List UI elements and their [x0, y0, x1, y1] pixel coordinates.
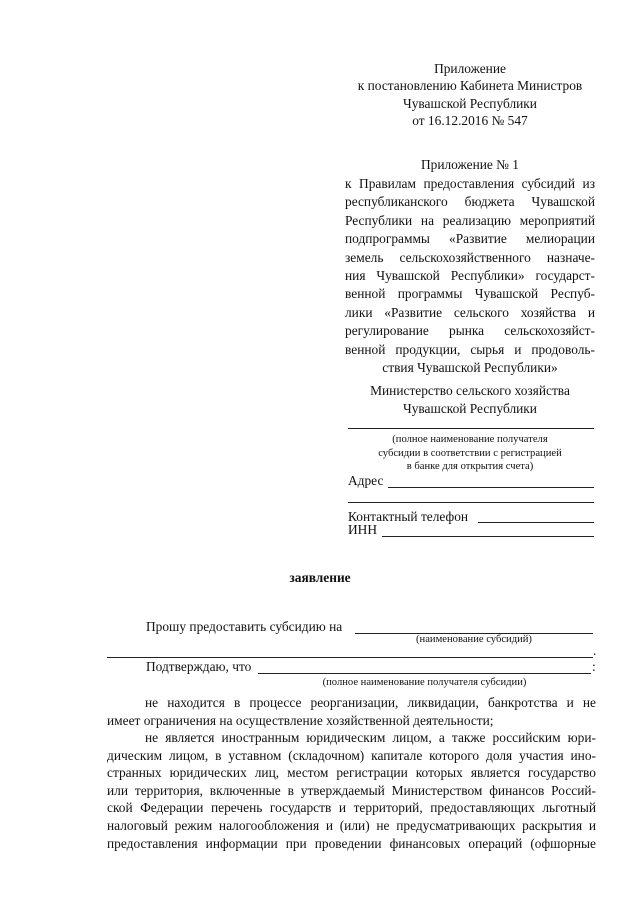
- document-title: заявление: [289, 570, 351, 585]
- inn-field[interactable]: [382, 536, 594, 537]
- subsidy-hint: (наименование субсидий): [416, 634, 532, 645]
- item-not-foreign-entity: [107, 729, 596, 852]
- ministry-line: Министерство сельского хозяйства: [370, 383, 570, 398]
- item-line: налоговый режим налогообложения и (или) не предусматривающих раскрытия и: [107, 817, 596, 833]
- appendix-line: Чувашской Республики: [403, 95, 537, 111]
- item-line: странных юридических лиц, местом регистрации которых является государство: [107, 765, 596, 781]
- appendix1-text: [345, 175, 595, 377]
- recipient-hint: (полное наименование получателя субсидии): [322, 677, 527, 688]
- line-end-colon: :: [592, 659, 596, 674]
- appendix-line: от 16.12.2016 № 547: [412, 112, 528, 128]
- phone-label: Контактный телефон: [348, 509, 469, 524]
- appendix1-line: Республики на реализацию мероприятий: [345, 212, 595, 228]
- hint-line: (полное наименование получателя: [392, 434, 548, 445]
- ministry-name: [345, 382, 595, 418]
- hint-line: в банке для открытия счета): [406, 461, 534, 472]
- ministry-line: Чувашской Республики: [403, 401, 537, 416]
- address-field[interactable]: [388, 487, 594, 488]
- appendix1-line: ствия Чувашской Республики»: [382, 360, 558, 376]
- inn-label: ИНН: [348, 522, 378, 537]
- recipient-name-field[interactable]: [348, 428, 594, 429]
- item-line: или территория, включенные в утверждаемый Министерством финансов Россий-: [107, 782, 596, 798]
- appendix-header: [345, 60, 595, 129]
- phone-field[interactable]: [478, 522, 594, 523]
- appendix-line: к постановлению Кабинета Министров: [357, 78, 583, 94]
- appendix1-line: к Правилам предоставления субсидий из: [345, 176, 595, 191]
- item-line: ской Федерации перечень государств и территорий, предоставляющих льготный: [107, 800, 596, 816]
- appendix1-line: венной продукции, сырья и продоволь-: [345, 341, 595, 357]
- recipient-name-hint: [345, 433, 595, 474]
- request-text: Прошу предоставить субсидию на: [146, 619, 343, 634]
- address-label: Адрес: [348, 473, 384, 488]
- appendix1-line: подпрограммы «Развитие мелиорации: [345, 231, 595, 247]
- item-line: не находится в процессе реорганизации, ликвидации, банкротства и не: [145, 695, 596, 710]
- appendix1-line: лики «Развитие сельского хозяйства и: [345, 304, 595, 320]
- appendix1-line: республиканского бюджета Чувашской: [345, 194, 595, 210]
- subsidy-name-field-line2[interactable]: [107, 657, 593, 658]
- item-line: предоставления информации при проведении финансовых операций (офшорные: [107, 835, 596, 851]
- item-not-in-reorganization: [107, 694, 596, 729]
- appendix1-line: ния Чувашской Республики» государст-: [345, 268, 595, 284]
- appendix1-title: Приложение № 1: [420, 157, 520, 172]
- line-end-period: .: [593, 643, 597, 658]
- item-line: дическим лицом, в уставном (складочном) капитале которого доля участия ино-: [107, 747, 596, 763]
- item-line: имеет ограничения на осуществление хозяйственной деятельности;: [107, 712, 494, 728]
- hint-line: субсидии в соответствии с регистрацией: [378, 447, 562, 459]
- recipient-name-confirm-field[interactable]: [258, 673, 591, 674]
- item-line: не является иностранным юридическим лицом, а также российским юри-: [145, 730, 596, 745]
- appendix1-line: земель сельскохозяйственного назначе-: [345, 249, 595, 265]
- appendix1-line: венной программы Чувашской Респуб-: [345, 286, 595, 302]
- appendix-line: Приложение: [434, 61, 506, 76]
- appendix1-line: регулирование рынка сельскохозяйст-: [345, 323, 595, 339]
- confirm-text: Подтверждаю, что: [146, 659, 252, 674]
- address-field-line2[interactable]: [348, 502, 594, 503]
